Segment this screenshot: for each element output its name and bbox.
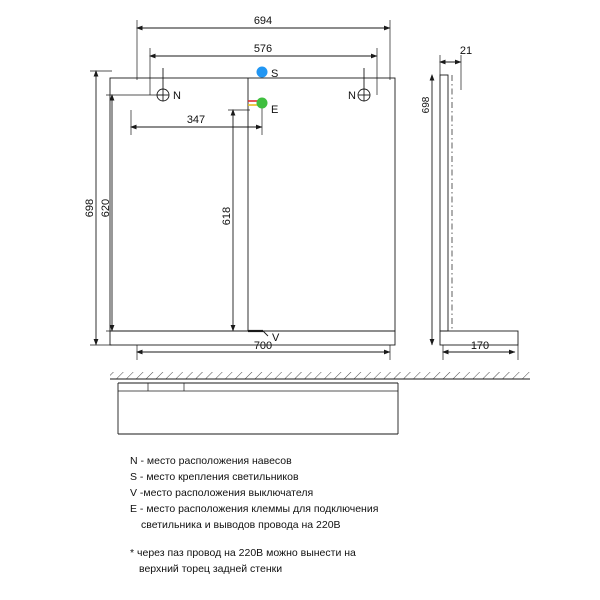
dim-bottom-width: 700 — [253, 340, 273, 352]
legend-item-s: S - место крепления светильников — [130, 471, 299, 483]
dim-height-center: 618 — [221, 206, 233, 226]
legend-item-e-cont: светильника и выводов провода на 220В — [141, 519, 341, 531]
dim-mid-inner: 347 — [186, 114, 206, 126]
dim-side-height: 698 — [421, 96, 432, 114]
legend — [130, 453, 570, 577]
label-s: S — [271, 68, 279, 80]
legend-note-line2: верхний торец задней стенки — [139, 563, 283, 575]
marker-dot-e — [257, 98, 268, 109]
label-v: V — [272, 332, 280, 344]
dim-side-depth: 170 — [470, 340, 490, 352]
legend-note-line1: * через паз провод на 220В можно вынести на — [130, 547, 356, 559]
label-n-right: N — [348, 90, 356, 102]
legend-item-v: V -место расположения выключателя — [130, 487, 314, 499]
label-e: E — [271, 104, 279, 116]
legend-item-n: N - место расположения навесов — [130, 455, 292, 467]
dim-top-overall: 694 — [253, 15, 273, 27]
dim-side-thickness: 21 — [459, 45, 473, 57]
dim-height-outer: 698 — [84, 198, 96, 218]
marker-dot-s — [257, 67, 268, 78]
dim-top-inner: 576 — [253, 43, 273, 55]
legend-item-e: E - место расположения клеммы для подключения — [130, 503, 379, 515]
label-n-left: N — [173, 90, 181, 102]
dim-height-inner: 620 — [100, 198, 112, 218]
